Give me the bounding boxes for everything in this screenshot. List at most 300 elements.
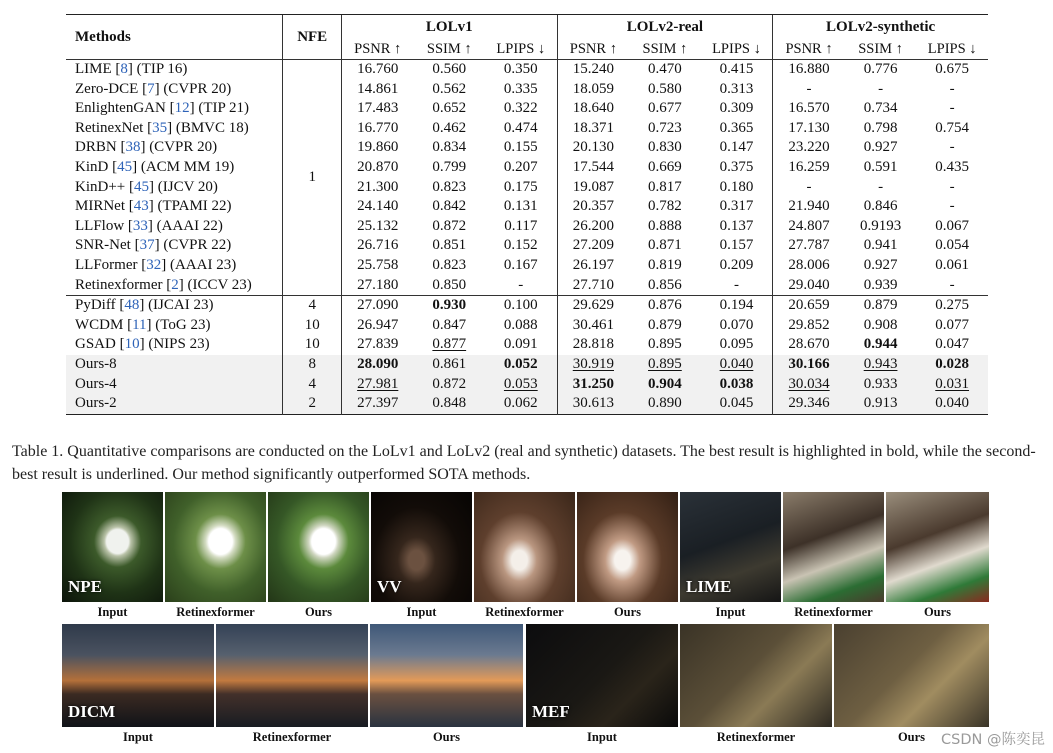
metric-value: 17.130 <box>773 119 845 139</box>
metric-value: 0.877 <box>432 336 467 353</box>
metric-value: 0.147 <box>719 139 754 156</box>
metric-value: 0.462 <box>432 119 467 136</box>
metric-value: 0.850 <box>432 276 467 293</box>
citation-link: 8 <box>120 61 128 77</box>
metric-header: PSNR ↑ <box>354 41 402 57</box>
metric-value: 0.782 <box>648 198 682 215</box>
metric-value: 0.045 <box>701 394 773 414</box>
mef-input-image <box>526 624 678 727</box>
metric-value: 30.034 <box>773 375 845 395</box>
table-row <box>66 217 988 237</box>
metric-value: 0.591 <box>863 158 898 175</box>
dataset-tag-mef: MEF <box>532 702 570 721</box>
metric-value: 0.317 <box>719 198 754 215</box>
npe-retinexformer-image <box>165 492 266 602</box>
nfe-cell: 4 <box>283 375 342 395</box>
metric-value: 0.856 <box>648 276 682 293</box>
metric-value: 0.798 <box>863 119 898 136</box>
metric-header: LPIPS ↓ <box>496 41 546 57</box>
metric-value: 27.981 <box>341 375 413 395</box>
metric-value: 0.207 <box>503 158 538 175</box>
metric-value: 0.927 <box>863 256 898 273</box>
metric-value: 29.629 <box>557 296 629 316</box>
method-name: KinD [45] (ACM MM 19) <box>75 158 235 175</box>
ours-row <box>66 355 988 375</box>
metric-value: 0.943 <box>845 355 917 375</box>
method-name: MIRNet [43] (TPAMI 22) <box>75 198 232 215</box>
metric-value: 0.9193 <box>859 217 902 234</box>
metric-value: 0.823 <box>432 256 467 273</box>
nfe-cell: 10 <box>283 316 342 336</box>
table-row <box>66 316 988 336</box>
method-name: EnlightenGAN [12] (TIP 21) <box>75 100 250 117</box>
group-header-lolv2-real: LOLv2-real <box>557 15 773 39</box>
metric-value: 27.090 <box>357 297 399 314</box>
metric-value: 0.817 <box>648 178 682 195</box>
metric-value: 26.200 <box>557 217 629 237</box>
citation-link: 11 <box>132 316 147 333</box>
metric-value: 0.309 <box>719 100 754 117</box>
metric-value: 18.371 <box>557 119 629 139</box>
method-label: LLFlow <box>75 217 128 234</box>
method-name: PyDiff [48] (IJCAI 23) <box>75 297 214 314</box>
metric-value: 18.640 <box>557 99 629 119</box>
method-label: LLFormer <box>75 256 142 273</box>
citation-link: 35 <box>152 119 168 136</box>
method-label: Ours-8 <box>75 355 117 372</box>
metric-header: PSNR ↑ <box>773 39 845 60</box>
metric-value: 0.580 <box>648 80 682 97</box>
metric-value: 0.365 <box>719 119 754 136</box>
nfe-cell: 8 <box>283 355 342 375</box>
metric-value: 27.180 <box>357 276 399 293</box>
method-label: PyDiff <box>75 297 120 314</box>
group-header-lolv1: LOLv1 <box>425 19 473 35</box>
metric-value: 27.710 <box>557 276 629 296</box>
method-name: Retinexformer [2] (ICCV 23) <box>75 276 252 293</box>
citation-link: 12 <box>174 100 190 117</box>
metric-value: - <box>949 80 955 97</box>
metric-value: 0.890 <box>629 394 701 414</box>
metric-value: 0.888 <box>648 217 682 234</box>
label-retinexformer: Retinexformer <box>176 605 255 619</box>
lime-ours-image <box>886 492 989 602</box>
metric-value: 27.397 <box>341 394 413 414</box>
label-input: Input <box>406 605 437 619</box>
metric-value: 25.132 <box>357 217 399 234</box>
metric-value: 0.904 <box>629 375 701 395</box>
metric-value: 0.842 <box>432 198 467 215</box>
group-header-lolv2-synthetic: LOLv2-synthetic <box>773 15 988 39</box>
citation-link: 45 <box>117 158 133 175</box>
metric-value: 0.091 <box>503 336 538 353</box>
method-venue: (CVPR 20) <box>145 139 218 156</box>
metric-value: - <box>949 276 955 293</box>
metric-value: 26.197 <box>557 256 629 276</box>
method-label: KinD++ <box>75 178 130 195</box>
metric-value: 0.470 <box>648 61 682 77</box>
metric-value: 0.819 <box>648 256 682 273</box>
method-name <box>66 375 283 395</box>
nfe-cell: 10 <box>283 335 342 355</box>
label-ours: Ours <box>897 730 926 744</box>
metric-value: 17.544 <box>557 158 629 178</box>
method-name: LIME [8] (TIP 16) <box>75 61 188 77</box>
metric-value: 0.415 <box>719 61 754 77</box>
vv-retinexformer-image <box>474 492 575 602</box>
metric-value: 0.847 <box>432 316 467 333</box>
method-name: SNR-Net [37] (CVPR 22) <box>75 237 232 254</box>
method-label: KinD <box>75 158 113 175</box>
metric-value: 20.130 <box>557 138 629 158</box>
method-label: Ours-4 <box>75 375 117 392</box>
method-label: RetinexNet <box>75 119 148 136</box>
metric-value: 0.038 <box>701 375 773 395</box>
metric-value: 0.180 <box>719 178 754 195</box>
metric-value: 0.675 <box>935 61 970 77</box>
metric-value: 0.944 <box>863 336 898 353</box>
metric-value: 0.070 <box>719 316 754 333</box>
method-label: Zero-DCE <box>75 80 143 97</box>
method-name: DRBN [38] (CVPR 20) <box>75 139 218 156</box>
table-row <box>66 119 988 139</box>
metric-value: 30.461 <box>557 316 629 336</box>
metric-value: 0.562 <box>432 80 467 97</box>
table-caption: Table 1. Quantitative comparisons are conducted on the LoLv1 and LoLv2 (real and synthetic) datasets. The best result is highlighted in bold, while the second-best result is underlined. Our method significantly outperformed SOTA methods. <box>12 443 1036 483</box>
method-name: WCDM [11] (ToG 23) <box>75 316 211 333</box>
metric-value: 28.006 <box>773 256 845 276</box>
metric-value: 16.760 <box>357 61 399 77</box>
metric-value: 16.880 <box>773 60 845 80</box>
table-row <box>66 197 988 217</box>
metric-value: 0.100 <box>503 297 538 314</box>
metric-value: 0.040 <box>916 394 988 414</box>
metric-value: 24.807 <box>773 217 845 237</box>
nfe-cell: 4 <box>283 296 342 316</box>
label-ours: Ours <box>432 730 461 744</box>
metric-value: 0.834 <box>432 139 467 156</box>
method-venue: (ICCV 23) <box>183 276 252 293</box>
metric-value: 0.652 <box>432 100 467 117</box>
method-venue: (AAAI 22) <box>152 217 223 234</box>
metric-value: 21.300 <box>357 178 399 195</box>
metric-value: 27.787 <box>773 236 845 256</box>
metric-value: 0.157 <box>719 237 754 254</box>
metric-header: SSIM ↑ <box>642 41 688 57</box>
metric-value: 0.077 <box>935 316 970 333</box>
method-label: DRBN <box>75 139 121 156</box>
metric-value: 0.335 <box>503 80 538 97</box>
metric-value: 0.933 <box>845 375 917 395</box>
metric-value: 0.669 <box>648 158 682 175</box>
metric-value: 17.483 <box>357 100 399 117</box>
lime-input-image <box>680 492 781 602</box>
metric-header: LPIPS ↓ <box>712 41 761 57</box>
label-ours: Ours <box>304 605 333 619</box>
metric-value: 0.031 <box>916 375 988 395</box>
metric-value: - <box>949 198 955 215</box>
method-venue: (IJCAI 23) <box>144 297 214 314</box>
label-retinexformer: Retinexformer <box>485 605 564 619</box>
method-name <box>66 394 283 414</box>
metric-value: 0.754 <box>935 119 970 136</box>
dataset-tag-lime: LIME <box>686 577 732 596</box>
metric-value: 0.872 <box>414 375 486 395</box>
method-label: WCDM <box>75 316 128 333</box>
metric-value: - <box>949 178 955 195</box>
citation-link: 32 <box>146 256 162 273</box>
metric-value: 0.175 <box>503 178 538 195</box>
method-venue: (TIP 16) <box>132 61 188 77</box>
table-row <box>66 256 988 276</box>
dicm-ours-image <box>370 624 523 727</box>
metric-value: 0.941 <box>863 237 898 254</box>
metric-value: 0.062 <box>485 394 557 414</box>
table-row <box>66 138 988 158</box>
label-retinexformer: Retinexformer <box>794 605 873 619</box>
metric-value: 0.155 <box>503 139 538 156</box>
metric-value: 0.054 <box>935 237 970 254</box>
method-label: LIME <box>75 61 116 77</box>
table-row <box>66 158 988 178</box>
lime-retinexformer-image <box>783 492 884 602</box>
metric-value: - <box>878 178 884 195</box>
metric-value: 30.166 <box>773 355 845 375</box>
label-input: Input <box>715 605 746 619</box>
ours-row <box>66 375 988 395</box>
metric-value: 0.052 <box>485 355 557 375</box>
method-venue: (ACM MM 19) <box>137 158 235 175</box>
metric-value: 0.047 <box>935 336 970 353</box>
nfe-cell: 2 <box>283 394 342 414</box>
metric-value: 24.140 <box>357 198 399 215</box>
citation-link: 37 <box>139 237 155 254</box>
metric-value: 0.560 <box>432 61 467 77</box>
metric-value: 30.613 <box>557 394 629 414</box>
metric-value: 0.876 <box>648 297 682 314</box>
method-name: LLFormer [32] (AAAI 23) <box>75 256 237 273</box>
metric-value: 0.823 <box>432 178 467 195</box>
table-row <box>66 296 988 316</box>
metric-value: 26.947 <box>357 316 399 333</box>
metric-value: 0.474 <box>503 119 538 136</box>
table-header-row <box>66 15 988 39</box>
label-input: Input <box>97 605 128 619</box>
metric-value: - <box>773 178 845 198</box>
metric-value: 0.734 <box>863 100 898 117</box>
metric-value: - <box>733 276 739 293</box>
method-venue: (BMVC 18) <box>172 119 249 136</box>
method-venue: (CVPR 20) <box>159 80 232 97</box>
metric-value: 0.040 <box>701 355 773 375</box>
method-name: KinD++ [45] (IJCV 20) <box>75 178 218 195</box>
table-row <box>66 335 988 355</box>
metric-value: 0.095 <box>719 336 754 353</box>
metric-value: 21.940 <box>773 197 845 217</box>
method-label: SNR-Net <box>75 237 135 254</box>
metric-value: 18.059 <box>557 80 629 100</box>
method-name: LLFlow [33] (AAAI 22) <box>75 217 223 234</box>
mef-retinexformer-image <box>680 624 832 727</box>
metric-value: 0.067 <box>935 217 970 234</box>
metric-value: 0.723 <box>648 119 682 136</box>
metric-value: 0.913 <box>845 394 917 414</box>
metric-value: 16.770 <box>357 119 399 136</box>
table-row <box>66 276 988 296</box>
metric-value: 14.861 <box>357 80 399 97</box>
metric-value: 20.870 <box>357 158 399 175</box>
label-input: Input <box>587 730 617 744</box>
metric-value: 20.357 <box>557 197 629 217</box>
citation-link: 10 <box>124 336 140 353</box>
citation-link: 43 <box>133 198 149 215</box>
metric-value: 31.250 <box>557 375 629 395</box>
citation-link: 7 <box>147 80 155 97</box>
metric-value: 0.677 <box>648 100 682 117</box>
metric-value: - <box>949 100 955 117</box>
metric-value: 0.776 <box>863 61 898 77</box>
metric-value: 0.895 <box>629 355 701 375</box>
metric-value: 0.350 <box>503 61 538 77</box>
npe-input-image <box>62 492 163 602</box>
citation-link: 2 <box>171 276 179 293</box>
metric-header: LPIPS ↓ <box>927 41 977 57</box>
table-row <box>66 99 988 119</box>
dataset-tag-npe: NPE <box>68 577 102 596</box>
nfe-header: NFE <box>283 15 342 60</box>
method-label: Ours-2 <box>75 395 117 412</box>
metric-value: 0.872 <box>432 217 467 234</box>
npe-ours-image <box>268 492 369 602</box>
dataset-tag-dicm: DICM <box>68 702 116 721</box>
metric-value: 0.895 <box>648 336 682 353</box>
metric-value: 0.028 <box>916 355 988 375</box>
metric-value: 0.322 <box>503 100 538 117</box>
metric-value: 19.860 <box>357 139 399 156</box>
metric-header: SSIM ↑ <box>426 41 472 57</box>
metric-value: 0.275 <box>935 297 970 314</box>
metric-value: - <box>518 276 524 293</box>
method-venue: (TPAMI 22) <box>153 198 232 215</box>
method-name: Zero-DCE [7] (CVPR 20) <box>75 80 232 97</box>
metric-value: 27.839 <box>357 336 399 353</box>
citation-link: 48 <box>124 297 140 314</box>
method-label: GSAD <box>75 336 120 353</box>
metric-value: 29.040 <box>773 276 845 296</box>
method-label: MIRNet <box>75 198 129 215</box>
table-row <box>66 60 988 80</box>
metric-value: 19.087 <box>557 178 629 198</box>
metric-value: 0.313 <box>719 80 754 97</box>
metric-value: 0.053 <box>485 375 557 395</box>
metric-value: 29.852 <box>773 316 845 336</box>
metric-value: 0.209 <box>719 256 754 273</box>
method-venue: (NIPS 23) <box>144 336 210 353</box>
mef-ours-image <box>834 624 989 727</box>
metric-value: 0.375 <box>719 158 754 175</box>
metric-value: 0.879 <box>648 316 682 333</box>
metric-header: PSNR ↑ <box>557 39 629 60</box>
metric-value: 0.846 <box>863 198 898 215</box>
metric-value: 0.830 <box>648 139 682 156</box>
watermark: CSDN @陈奕昆 <box>941 732 1045 748</box>
metric-value: 0.851 <box>432 237 467 254</box>
metric-value: 26.716 <box>357 237 399 254</box>
metric-value: 0.088 <box>503 316 538 333</box>
method-venue: (IJCV 20) <box>154 178 218 195</box>
metric-value: 0.879 <box>863 297 898 314</box>
metric-value: 0.137 <box>719 217 754 234</box>
metric-value: 0.871 <box>648 237 682 254</box>
method-name: RetinexNet [35] (BMVC 18) <box>75 119 249 136</box>
method-name <box>66 355 283 375</box>
ours-row <box>66 394 988 414</box>
metric-value: 28.670 <box>773 335 845 355</box>
method-venue: (CVPR 22) <box>159 237 232 254</box>
metric-value: 0.131 <box>503 198 538 215</box>
metric-value: 0.939 <box>863 276 898 293</box>
table-row <box>66 178 988 198</box>
metric-value: 0.061 <box>935 256 970 273</box>
nfe-cell: 1 <box>283 60 342 296</box>
vv-input-image <box>371 492 472 602</box>
method-venue: (ToG 23) <box>151 316 211 333</box>
metric-value: 0.194 <box>719 297 754 314</box>
metric-value: - <box>773 80 845 100</box>
metric-value: 0.908 <box>863 316 898 333</box>
dataset-tag-vv: VV <box>377 577 402 596</box>
metric-value: 0.930 <box>432 297 467 314</box>
methods-header: Methods <box>75 29 131 45</box>
method-label: Retinexformer <box>75 276 167 293</box>
metric-value: 28.818 <box>557 335 629 355</box>
metric-value: 0.152 <box>503 237 538 254</box>
label-retinexformer: Retinexformer <box>716 730 796 744</box>
metric-value: 0.435 <box>935 158 970 175</box>
metric-value: 0.848 <box>414 394 486 414</box>
metric-value: 29.346 <box>773 394 845 414</box>
metric-value: 27.209 <box>557 236 629 256</box>
table-row <box>66 80 988 100</box>
metric-value: 20.659 <box>773 296 845 316</box>
citation-link: 33 <box>132 217 148 234</box>
label-ours: Ours <box>613 605 642 619</box>
label-input: Input <box>123 730 153 744</box>
metric-value: 0.927 <box>863 139 898 156</box>
metric-header: SSIM ↑ <box>858 41 903 57</box>
dicm-input-image <box>62 624 214 727</box>
metric-value: 28.090 <box>341 355 413 375</box>
label-ours: Ours <box>923 605 952 619</box>
metric-value: 0.117 <box>504 217 538 234</box>
method-name: GSAD [10] (NIPS 23) <box>75 336 210 353</box>
metric-value: 15.240 <box>557 60 629 80</box>
method-label: EnlightenGAN <box>75 100 170 117</box>
citation-link: 38 <box>125 139 141 156</box>
metric-value: 16.570 <box>773 99 845 119</box>
table-row <box>66 236 988 256</box>
dicm-retinexformer-image <box>216 624 368 727</box>
metric-value: 0.861 <box>414 355 486 375</box>
metric-value: 25.758 <box>357 256 399 273</box>
metric-value: 23.220 <box>773 138 845 158</box>
metric-value: - <box>949 139 955 156</box>
label-retinexformer: Retinexformer <box>252 730 332 744</box>
metric-value: - <box>878 80 884 97</box>
method-venue: (TIP 21) <box>194 100 250 117</box>
results-table <box>66 14 988 415</box>
vv-ours-image <box>577 492 678 602</box>
